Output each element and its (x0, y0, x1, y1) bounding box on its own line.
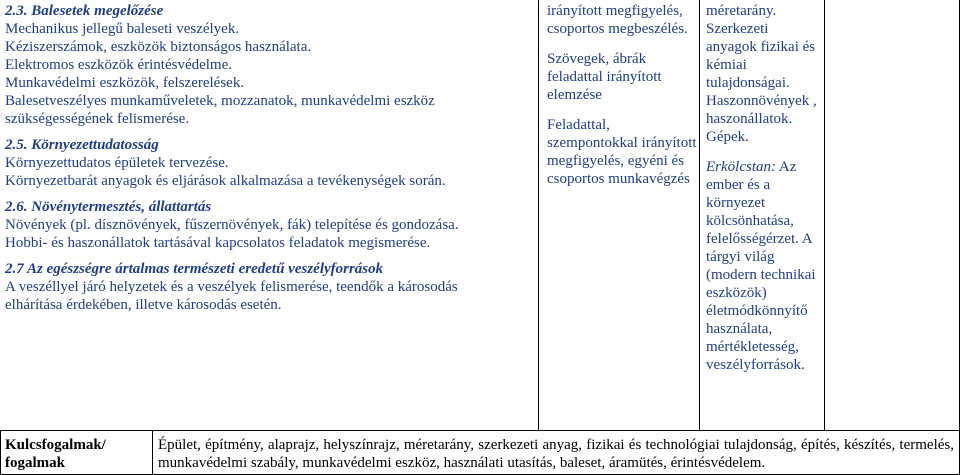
section-title-novenytermesztes: 2.6. Növénytermesztés, állattartás (5, 199, 212, 215)
section-line: Kéziszerszámok, eszközök biztonságos használata. (5, 39, 312, 55)
column-divider (699, 0, 700, 430)
key-concepts-label: Kulcsfogalmak/ fogalmak (5, 437, 106, 471)
methods-text: irányított megfigyelés, csoportos megbeszélés. (547, 3, 688, 37)
section-line: elhárítása érdekében, illetve károsodás esetén. (5, 297, 282, 313)
column-divider (538, 0, 539, 430)
key-concepts-text: Épület, építmény, alaprajz, helyszínrajz, méretarány, szerkezeti anyag, fizikai és technológiai tulajdonság, építés, készítés, termelés, munkavédelmi szabály, munkavédelmi eszköz, használati utasítás, baleset, áramütés, érintésvédelem. (158, 437, 954, 471)
section-line: Mechanikus jellegű baleseti veszélyek. (5, 21, 240, 37)
section-line: Környezetbarát anyagok és eljárások alkalmazása a tevékenységek során. (5, 173, 446, 189)
section-line: szükségességének felismerése. (5, 111, 190, 127)
section-title-veszelyforrasok: 2.7 Az egészségre ártalmas természeti eredetű veszélyforrások (5, 261, 384, 277)
column-divider (824, 0, 825, 430)
connections-column (701, 0, 819, 475)
section-line: Környezettudatos épületek tervezése. (5, 155, 229, 171)
section-line: Munkavédelmi eszközök, felszerelések. (5, 75, 245, 91)
section-line: Elektromos eszközök érintésvédelme. (5, 57, 233, 73)
methods-column (542, 0, 697, 475)
section-line: Növények (pl. dísznövények, fűszernövények, fák) telepítése és gondozása. (5, 217, 459, 233)
connections-text-erkolcstan (706, 158, 819, 374)
key-concepts-row (0, 430, 960, 475)
section-line: Balesetveszélyes munkaműveletek, mozzanatok, munkavédelmi eszköz (5, 93, 435, 109)
section-line: Hobbi- és haszonállatok tartásával kapcsolatos feladatok megismerése. (5, 235, 431, 251)
methods-text: Szövegek, ábrák feladattal irányított elemzése (547, 51, 662, 103)
methods-text: Feladattal, szempontokkal irányított megfigyelés, egyéni és csoportos munkavégzés (547, 117, 697, 187)
section-title-kornyezettudatossag: 2.5. Környezettudatosság (5, 137, 159, 153)
section-title-balesetek: 2.3. Balesetek megelőzése (5, 3, 164, 19)
section-line: A veszéllyel járó helyzetek és a veszélyek felismerése, teendők a károsodás (5, 279, 458, 295)
subject-text: Az ember és a környezet kölcsönhatása, felelősségérzet. A tárgyi világ (modern technikai eszközök) életmódkönnyítő használata, mértékletesség, veszélyforrások. (706, 159, 816, 373)
connections-text: méretarány. Szerkezeti anyagok fizikai és kémiai tulajdonságai. Haszonnövények , haszonállatok. Gépek. (706, 3, 817, 145)
subject-label: Erkölcstan: (706, 159, 776, 175)
